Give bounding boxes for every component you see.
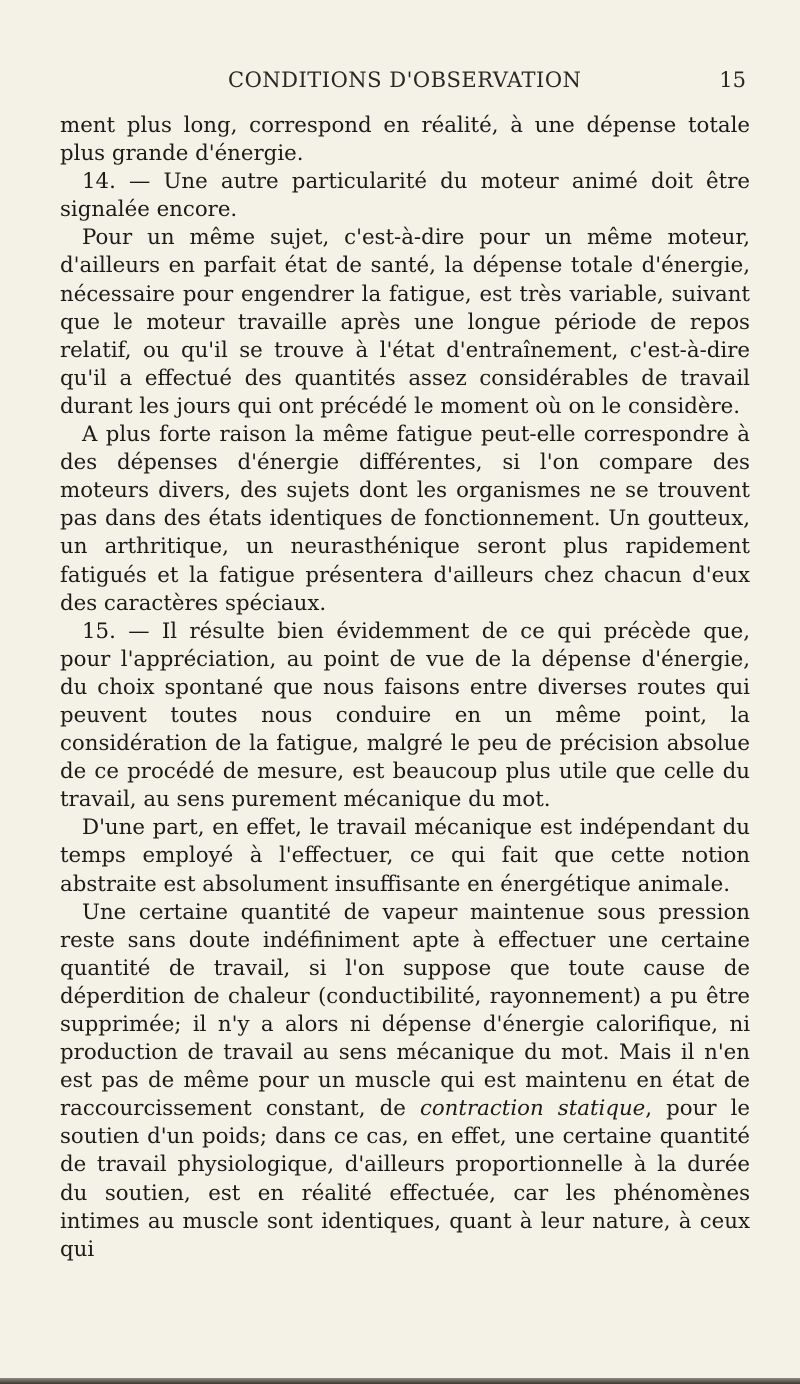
paragraph-continuation: ment plus long, correspond en réalité, à une dépense totale plus grande d'énergie. [60, 113, 750, 167]
static-contraction-text-b: , pour le soutien d'un poids; dans ce cas, en effet, une certaine quantité de travail physiologique, d'ailleurs proportionnelle à la durée du soutien, est en réalité effectuée, car les phénomènes intimes au muscle sont identiques, quant à leur nature, à ceux qui [60, 1096, 751, 1262]
body-text [60, 112, 750, 1264]
running-head [0, 68, 800, 98]
paragraph-different-motors: A plus forte raison la même fatigue peut-elle correspondre à des dépenses d'énergie différentes, si l'on compare des moteurs divers, des sujets dont les organismes ne se trouvent pas dans des états identiques de fonctionnement. Un goutteux, un arthritique, un neurasthénique seront plus rapidement fatigués et la fatigue présentera d'ailleurs chez chacun d'eux des caractères spéciaux. [60, 422, 750, 616]
paragraph-section-14: 14. — Une autre particularité du moteur animé doit être signalée encore. [60, 169, 750, 223]
page-number: 15 [719, 68, 746, 92]
paragraph-static-contraction [60, 899, 750, 1264]
paragraph-mechanical-work: D'une part, en effet, le travail mécanique est indépendant du temps employé à l'effectuer, ce qui fait que cette notion abstraite est absolument insuffisante en énergétique animale. [60, 815, 750, 897]
static-contraction-text-a: Une certaine quantité de vapeur maintenue sous pression reste sans doute indéfiniment apte à effectuer une certaine quantité de travail, si l'on suppose que toute cause de déperdition de chaleur (conductibilité, rayonnement) a pu être supprimée; il n'y a alors ni dépense d'énergie calorifique, ni production de travail au sens mécanique du mot. Mais il n'en est pas de même pour un muscle qui est maintenu en état de raccourcissement constant, de [60, 899, 750, 1122]
paragraph-section-15: 15. — Il résulte bien évidemment de ce qui précède que, pour l'appréciation, au point de vue de la dépense d'énergie, du choix spontané que nous faisons entre diverses routes qui peuvent toutes nous conduire en un même point, la considération de la fatigue, malgré le peu de précision absolue de ce procédé de mesure, est beaucoup plus utile que celle du travail, au sens purement mécanique du mot. [60, 618, 750, 813]
running-title: CONDITIONS D'OBSERVATION [228, 68, 582, 92]
static-contraction-term: contraction statique [419, 1096, 646, 1122]
scan-edge [0, 1378, 800, 1384]
paragraph-same-subject: Pour un même sujet, c'est-à-dire pour un même moteur, d'ailleurs en parfait état de santé, la dépense totale d'énergie, nécessaire pour engendrer la fatigue, est très variable, suivant que le moteur travaille après une longue période de repos relatif, ou qu'il se trouve à l'état d'entraînement, c'est-à-dire qu'il a effectué des quantités assez considérables de travail durant les jours qui ont précédé le moment où on le considère. [60, 225, 750, 419]
